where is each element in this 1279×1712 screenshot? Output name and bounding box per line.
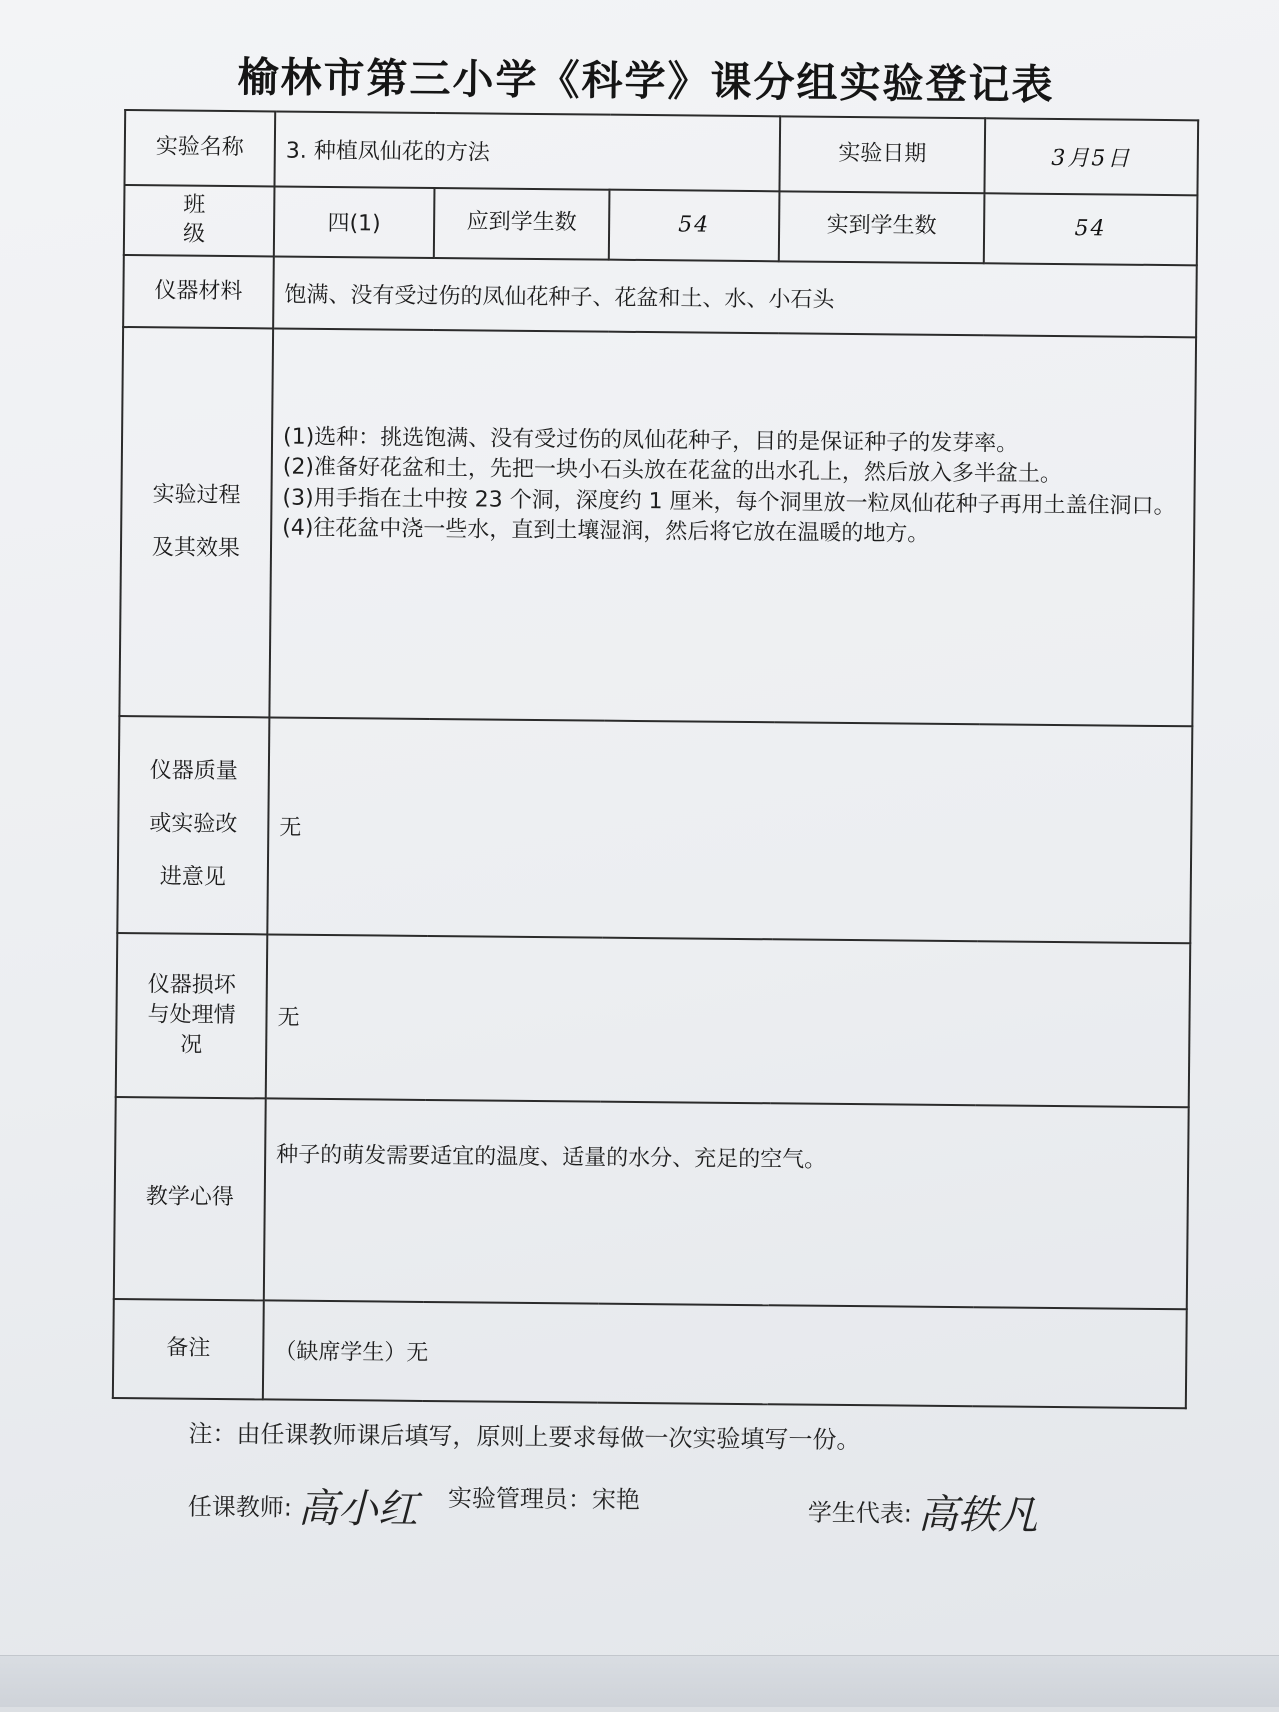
row-quality — [117, 716, 1192, 944]
teacher-signature — [188, 1476, 419, 1535]
label-materials: 仪器材料 — [123, 255, 274, 329]
row-materials — [123, 255, 1197, 338]
teacher-label: 任课教师: — [187, 1492, 293, 1522]
admin-signature — [448, 1478, 640, 1515]
label-process-line1: 实验过程 — [152, 482, 241, 508]
process-step: (4)往花盆中浇一些水，直到土壤湿润，然后将它放在温暖的地方。 — [282, 515, 930, 547]
value-remarks: （缺席学生）无 — [263, 1300, 1187, 1408]
label-expected-students: 应到学生数 — [434, 188, 610, 260]
value-expected-students: 54 — [609, 189, 780, 261]
student-signature — [808, 1482, 1039, 1541]
form-note: 注：由任课教师课后填写，原则上要求每做一次实验填写一份。 — [188, 1419, 861, 1455]
value-quality: 无 — [267, 717, 1192, 943]
label-quality-line2: 或实验改 — [149, 811, 238, 838]
admin-label: 实验管理员： — [447, 1484, 593, 1514]
row-remarks — [113, 1299, 1187, 1409]
label-damage-line2: 与处理情 — [147, 1002, 236, 1029]
label-class: 班级 — [124, 185, 275, 257]
label-process-line2: 及其效果 — [151, 534, 241, 561]
process-step-list — [281, 422, 1184, 632]
label-damage — [116, 933, 268, 1098]
value-actual-students: 54 — [984, 193, 1198, 265]
label-experiment-name: 实验名称 — [125, 110, 276, 186]
label-damage-line3: 况 — [180, 1032, 203, 1058]
process-step: (2)准备好花盆和土，先把一块小石头放在花盆的出水孔上，然后放入多半盆土。 — [282, 454, 1063, 488]
admin-name: 宋艳 — [591, 1485, 641, 1515]
row-experiment-name — [125, 110, 1199, 195]
teacher-name: 高小红 — [297, 1485, 419, 1533]
label-remarks: 备注 — [113, 1299, 264, 1400]
value-process — [269, 329, 1196, 726]
experiment-form-table — [112, 109, 1199, 1409]
value-teaching: 种子的萌发需要适宜的温度、适量的水分、充足的空气。 — [264, 1098, 1189, 1309]
student-label: 学生代表: — [807, 1498, 913, 1528]
row-damage — [116, 933, 1191, 1107]
value-damage: 无 — [266, 934, 1191, 1106]
process-step: (3)用手指在土中按 23 个洞，深度约 1 厘米，每个洞里放一粒凤仙花种子再用土盖住洞口。 — [282, 485, 1176, 519]
label-experiment-date: 实验日期 — [779, 116, 985, 192]
label-quality-line1: 仪器质量 — [149, 758, 238, 785]
label-quality-line3: 进意见 — [159, 864, 226, 890]
process-step: (1)选种：挑选饱满、没有受过伤的凤仙花种子，目的是保证种子的发芽率。 — [282, 424, 1019, 457]
form-title: 榆林市第三小学《科学》课分组实验登记表 — [237, 53, 1055, 109]
row-process — [119, 327, 1196, 726]
label-quality — [117, 716, 269, 935]
signature-row — [187, 1476, 1148, 1565]
label-damage-line1: 仪器损坏 — [147, 972, 236, 999]
value-experiment-name: 3. 种植凤仙花的方法 — [274, 111, 780, 190]
value-class: 四(1) — [274, 186, 435, 258]
student-name: 高轶凡 — [917, 1491, 1039, 1539]
value-experiment-date: 3月5日 — [984, 118, 1198, 195]
label-process — [119, 327, 273, 717]
label-actual-students: 实到学生数 — [779, 191, 985, 263]
row-class — [124, 185, 1198, 266]
row-teaching — [114, 1097, 1189, 1309]
value-materials: 饱满、没有受过伤的凤仙花种子、花盆和土、水、小石头 — [273, 256, 1197, 337]
label-teaching: 教学心得 — [114, 1097, 266, 1300]
